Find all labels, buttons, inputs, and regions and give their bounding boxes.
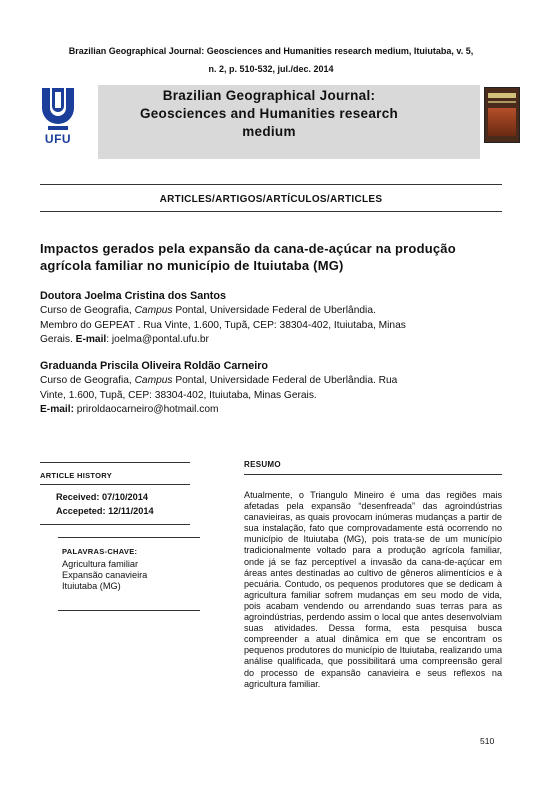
received-date: Received: 07/10/2014	[56, 492, 148, 502]
journal-title-line-3: medium	[242, 124, 296, 139]
article-history-dates	[56, 490, 154, 518]
journal-cover-thumbnail	[484, 87, 520, 143]
history-rule-bottom	[40, 524, 190, 525]
journal-title	[104, 87, 434, 141]
keywords-rule-bottom	[58, 610, 200, 611]
journal-title-line-1: Brazilian Geographical Journal:	[162, 88, 376, 103]
author-1-email[interactable]: : joelma@pontal.ufu.br	[106, 334, 209, 346]
author-2-name: Graduanda Priscila Oliveira Roldão Carneiro	[40, 360, 269, 372]
article-title: Impactos gerados pela expansão da cana-de-açúcar na produção agrícola familiar no município de Ituiutaba (MG)	[40, 241, 456, 273]
keyword-item: Expansão canavieira	[62, 570, 148, 580]
ufu-logo-icon	[40, 86, 76, 130]
abstract-heading: RESUMO	[244, 460, 281, 469]
section-rule-bottom	[40, 211, 502, 212]
journal-citation	[20, 42, 522, 78]
author-1-name: Doutora Joelma Cristina dos Santos	[40, 290, 226, 302]
email-label: E-mail:	[40, 404, 74, 416]
ufu-logo	[40, 86, 76, 146]
journal-title-line-2: Geosciences and Humanities research	[139, 106, 399, 121]
email-label: E-mail	[75, 334, 107, 346]
article-history-heading: ARTICLE HISTORY	[40, 471, 113, 480]
citation-line-1: Brazilian Geographical Journal: Geosciences and Humanities research medium, Ituiutaba, v. 5,	[68, 46, 474, 56]
history-rule-top	[40, 462, 190, 463]
keywords-rule-top	[58, 537, 200, 538]
author-2-email[interactable]: priroldaocarneiro@hotmail.com	[73, 404, 219, 416]
abstract-text: Atualmente, o Triangulo Mineiro é uma das regiões mais afetadas pela expansão “desenfreada” das agroindústrias canavieiras, as quais provocam inúmeras mudanças a partir de sua instalação, fato que comprovadamente está ocorrendo no município de Ituiutaba (MG), pois trata-se de um município tradicionalmente voltado para a produção agrícola familiar, onde já se faz perceptível a invasão da cana-de-açúcar em áreas antes destinadas ao cultivo de gêneros alimentícios e à pecuária. Contudo, os pequenos produtores que se dedicam à agricultura familiar sofrem mudanças em seu modo de vida, pois acabam vendendo ou arrendando suas terras para as agroindústrias, perdendo assim o local que antes desenvolviam suas atividades. Dessa forma, esta pesquisa busca compreender a atual dinâmica em que se encontram os pequenos produtores do município de Ituiutaba, realizando uma análise qualificada, que possibilitará uma compreensão geral do processo de expansão canavieira e seus reflexos na agricultura familiar.	[244, 490, 502, 689]
section-rule-top	[40, 184, 502, 185]
keyword-item: Agricultura familiar	[62, 559, 139, 569]
author-2-affiliation: Curso de Geografia, Campus Pontal, Universidade Federal de Uberlândia. Rua Vinte, 1.600, Tupã, CEP: 38304-402, Ituiutaba, Minas Gerais. E-mail: priroldaocarneiro@hotmail.com	[40, 375, 398, 416]
citation-line-2: n. 2, p. 510-532, jul./dec. 2014	[208, 64, 334, 74]
author-1-affiliation: Curso de Geografia, Campus Pontal, Universidade Federal de Uberlândia. Membro do GEPEAT . Rua Vinte, 1.600, Tupã, CEP: 38304-402, Ituiutaba, Minas Gerais. E-mail: joelma@pontal.ufu.br	[40, 305, 406, 346]
section-heading: ARTICLES/ARTIGOS/ARTÍCULOS/ARTICLES	[159, 194, 383, 205]
accepted-date: Accepeted: 12/11/2014	[56, 506, 154, 516]
keywords-list	[62, 559, 147, 592]
abstract-rule	[244, 474, 502, 475]
logo-text: UFU	[44, 132, 72, 146]
keyword-item: Ituiutaba (MG)	[62, 581, 121, 591]
keywords-heading: PALAVRAS-CHAVE:	[62, 547, 138, 556]
page-number: 510	[480, 736, 495, 746]
history-rule-mid	[40, 484, 190, 485]
